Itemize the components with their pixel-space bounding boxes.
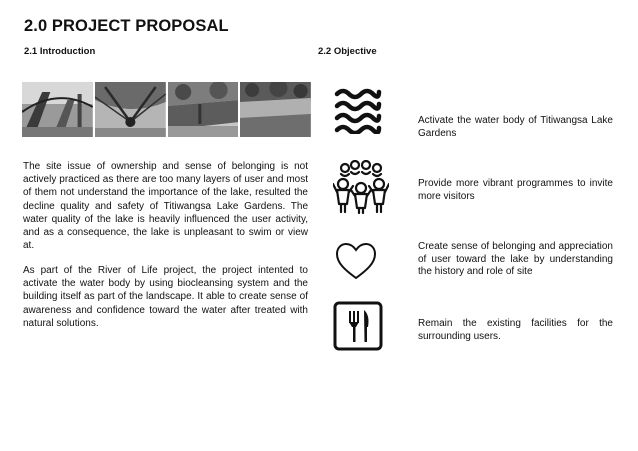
page-title: 2.0 PROJECT PROPOSAL: [24, 17, 229, 35]
introduction-paragraph-2: As part of the River of Life project, the project intented to activate the water body by using biocleansing system and the building itself as part of the landscape. It able to create sense of awareness and confidence toward the water after treated with natural solutions.: [23, 265, 308, 329]
site-photo-structure: [22, 82, 93, 137]
objective-item-1: Activate the water body of Titiwangsa Lake Gardens: [418, 115, 613, 139]
introduction-paragraph-1: The site issue of ownership and sense of belonging is not actively practiced as there are too many layers of user and most of them not understand the importance of the lake, resulted the decline quality and safety of Titiwangsa Lake Gardens. The water quality of the lake is heavily influenced the user activity, and as a consequence, the lake is unpleasant to swim or view at.: [23, 161, 308, 252]
introduction-heading: 2.1 Introduction: [24, 46, 96, 57]
site-photo-shoreline: [168, 82, 239, 137]
waves-icon: [333, 84, 383, 139]
people-icon: [333, 160, 389, 219]
heart-icon: [333, 240, 379, 287]
objective-item-3: Create sense of belonging and appreciation of user toward the lake by understanding the history and role of site: [418, 241, 613, 277]
site-photo-canopy: [95, 82, 166, 137]
fork-knife-icon: [333, 301, 383, 356]
objective-item-4: Remain the existing facilities for the surrounding users.: [418, 318, 613, 342]
objective-item-2: Provide more vibrant programmes to invite more visitors: [418, 178, 613, 202]
site-photo-strip: [22, 82, 311, 137]
objective-heading: 2.2 Objective: [318, 46, 377, 57]
site-photo-lake: [240, 82, 311, 137]
